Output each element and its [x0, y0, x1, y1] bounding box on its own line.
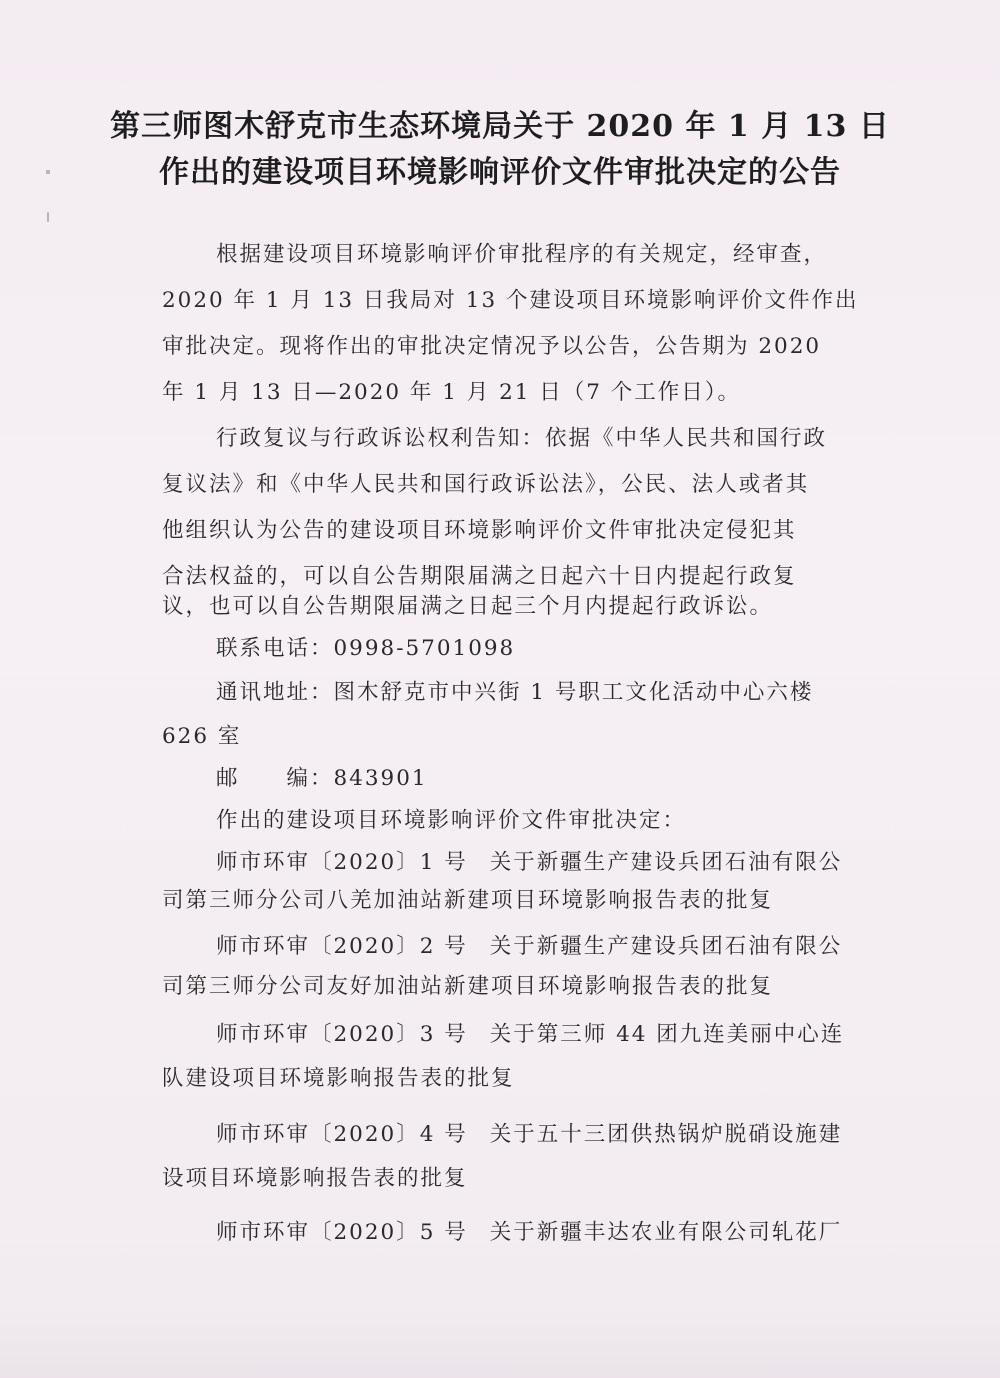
- decision-item-3-line-1: [216, 1020, 844, 1050]
- decision-item-4-line-1: [216, 1120, 842, 1150]
- notice-line-3: 他组织认为公告的建设项目环境影响评价文件审批决定侵犯其: [162, 518, 797, 543]
- decision-item-2-line-1: [216, 932, 842, 962]
- decision-item-1-line-2: 司第三师分公司八羌加油站新建项目环境影响报告表的批复: [162, 888, 774, 913]
- scan-bottom-shadow: [0, 1308, 1000, 1378]
- decision-title: 关于新疆生产建设兵团石油有限公: [489, 934, 843, 959]
- decision-doc-number: 师市环审〔2020〕4 号: [216, 1122, 468, 1147]
- decision-item-3-line-2: 队建设项目环境影响报告表的批复: [162, 1066, 515, 1091]
- notice-line-2: 复议法》和《中华人民共和国行政诉讼法》，公民、法人或者其: [162, 472, 810, 497]
- decision-title: 关于第三师 44 团九连美丽中心连: [489, 1022, 845, 1047]
- scan-mark: [47, 212, 49, 222]
- intro-line-4: 年 1 月 13 日—2020 年 1 月 21 日（7 个工作日）。: [162, 380, 742, 405]
- decision-doc-number: 师市环审〔2020〕2 号: [216, 934, 468, 959]
- decision-doc-number: 师市环审〔2020〕1 号: [216, 850, 468, 875]
- decision-item-1-line-1: [216, 848, 842, 878]
- intro-line-3: 审批决定。现将作出的审批决定情况予以公告，公告期为 2020: [162, 334, 822, 359]
- page-title: [60, 104, 940, 196]
- notice-line-1: 行政复议与行政诉讼权利告知：依据《中华人民共和国行政: [216, 426, 828, 451]
- contact-address-line-2: 626 室: [162, 724, 242, 749]
- intro-line-2: 2020 年 1 月 13 日我局对 13 个建设项目环境影响评价文件作出: [162, 288, 859, 313]
- scan-mark: [46, 170, 50, 174]
- title-line-1: 第三师图木舒克市生态环境局关于 2020 年 1 月 13 日: [110, 109, 890, 144]
- decision-title: 关于新疆丰达农业有限公司轧花厂: [489, 1220, 843, 1245]
- contact-postcode: 邮 编：843901: [216, 766, 428, 791]
- intro-line-1: 根据建设项目环境影响评价审批程序的有关规定，经审查，: [216, 242, 828, 267]
- title-line-2: 作出的建设项目环境影响评价文件审批决定的公告: [159, 155, 841, 190]
- notice-line-5: 议，也可以自公告期限届满之日起三个月内提起行政诉讼。: [162, 594, 774, 619]
- decisions-heading: 作出的建设项目环境影响评价文件审批决定：: [216, 808, 687, 833]
- contact-address-line-1: 通讯地址：图木舒克市中兴街 1 号职工文化活动中心六楼: [216, 680, 814, 705]
- decision-title: 关于五十三团供热锅炉脱硝设施建: [489, 1122, 843, 1147]
- decision-doc-number: 师市环审〔2020〕5 号: [216, 1220, 468, 1245]
- contact-phone: 联系电话：0998-5701098: [216, 636, 516, 661]
- decision-item-5-line-1: [216, 1218, 842, 1248]
- notice-line-4: 合法权益的，可以自公告期限届满之日起六十日内提起行政复: [162, 564, 797, 589]
- decision-item-4-line-2: 设项目环境影响报告表的批复: [162, 1166, 468, 1191]
- decision-doc-number: 师市环审〔2020〕3 号: [216, 1022, 468, 1047]
- decision-item-2-line-2: 司第三师分公司友好加油站新建项目环境影响报告表的批复: [162, 974, 774, 999]
- decision-title: 关于新疆生产建设兵团石油有限公: [489, 850, 843, 875]
